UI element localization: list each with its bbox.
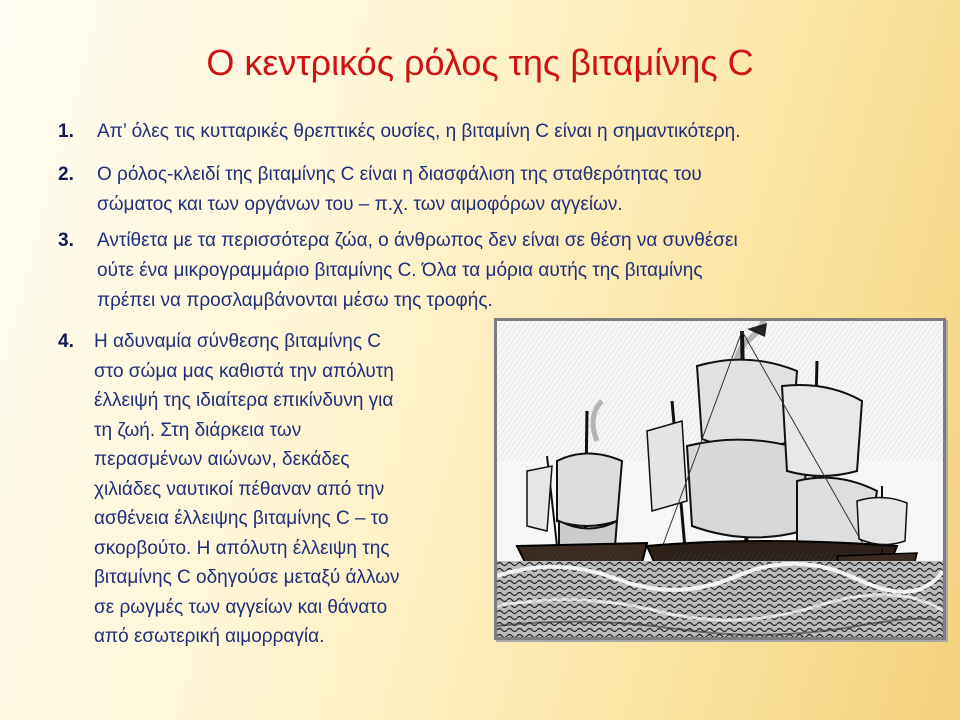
item-number: 3. — [58, 230, 74, 251]
item-line: σε ρωγμές των αγγείων και θάνατο — [94, 596, 388, 618]
item-line: ασθένεια έλλειψης βιταμίνης C – το — [94, 508, 389, 529]
item-line: σκορβούτο. Η απόλυτη έλλειψη της — [94, 537, 390, 559]
sailing-ships-illustration — [494, 318, 946, 640]
item-number: 1. — [58, 121, 74, 142]
item-line: περασμένων αιώνων, δεκάδες — [94, 449, 350, 470]
item-line: έλλειψή της ιδιαίτερα επικίνδυνη για — [94, 390, 394, 411]
item-line: Ο ρόλος-κλειδί της βιταμίνης C είναι η διασφάλιση της σταθερότητας του — [97, 164, 702, 185]
item-line: ούτε ένα μικρογραμμάριο βιταμίνης C. Όλα τα μόρια αυτής της βιταμίνης — [97, 260, 703, 281]
item-line: βιταμίνης C οδηγούσε μεταξύ άλλων — [94, 567, 400, 588]
slide-title: Ο κεντρικός ρόλος της βιταμίνης C — [206, 42, 754, 83]
item-line: από εσωτερική αιμορραγία. — [94, 626, 325, 647]
item-line: πρέπει να προσλαμβάνονται μέσω της τροφής. — [97, 290, 493, 311]
item-line: Απ’ όλες τις κυτταρικές θρεπτικές ουσίες, η βιταμίνη C είναι η σημαντικότερη. — [97, 121, 741, 142]
item-line: χιλιάδες ναυτικοί πέθαναν από την — [94, 478, 385, 500]
item-number: 2. — [58, 164, 74, 185]
item-number: 4. — [58, 331, 74, 352]
item-line: στο σώμα μας καθιστά την απόλυτη — [94, 360, 394, 382]
item-line: τη ζωή. Στη διάρκεια των — [94, 419, 302, 441]
item-line: Η αδυναμία σύνθεσης βιταμίνης C — [94, 331, 382, 352]
item-line: σώματος και των οργάνων του – π.χ. των αιμοφόρων αγγείων. — [97, 194, 623, 215]
sailing-ships-engraving-icon — [497, 321, 943, 637]
item-line: Αντίθετα με τα περισσότερα ζώα, ο άνθρωπος δεν είναι σε θέση να συνθέσει — [97, 230, 738, 251]
